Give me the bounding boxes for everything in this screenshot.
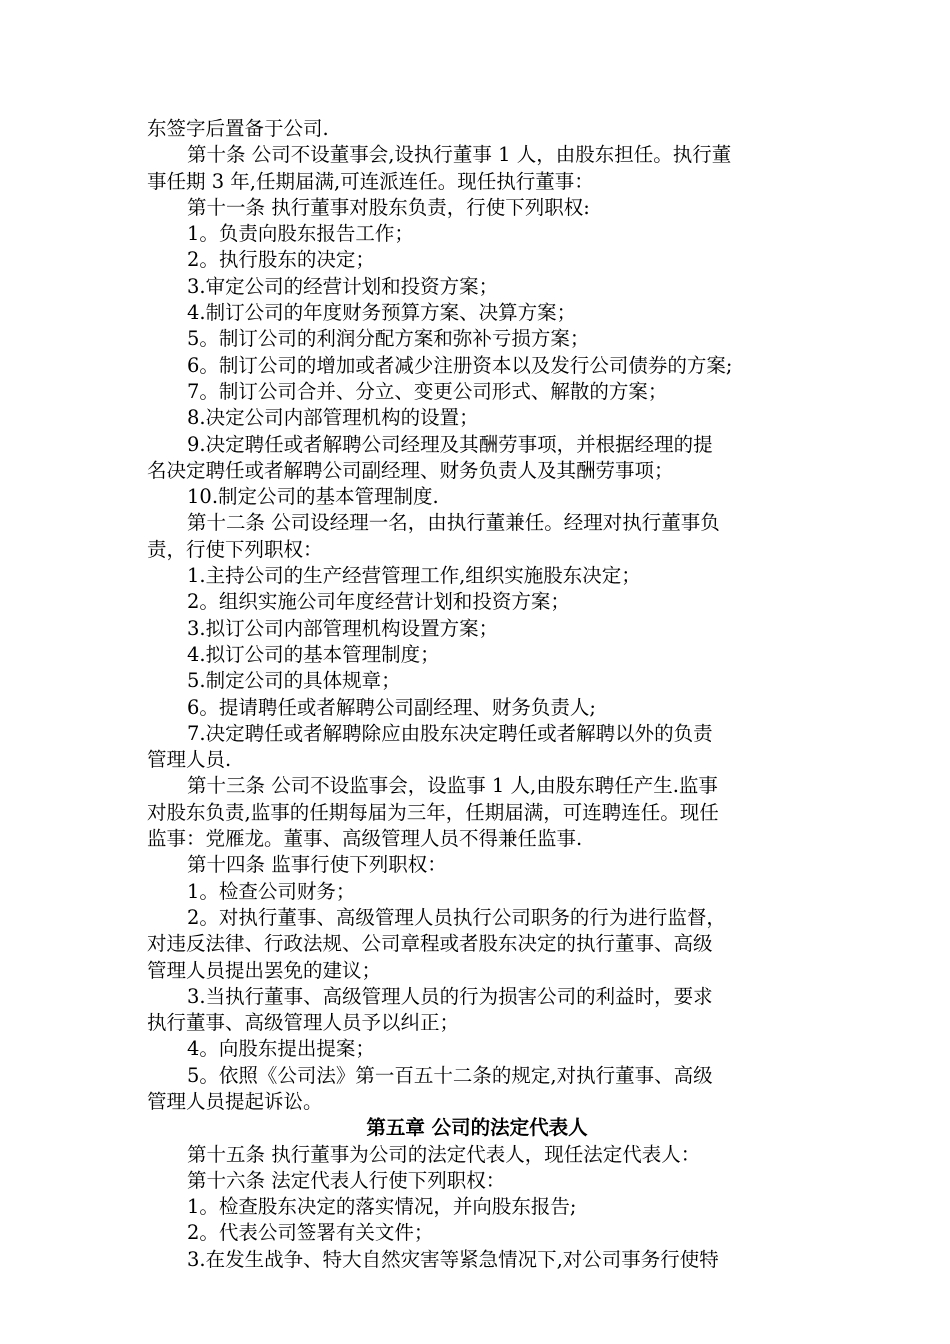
- text-line: 管理人员.: [147, 748, 232, 772]
- text-line: 责，行使下列职权：: [147, 537, 323, 561]
- text-line: 1.主持公司的生产经营管理工作,组织实施股东决定；: [187, 564, 641, 588]
- text-line: 4.制订公司的年度财务预算方案、决算方案；: [187, 301, 577, 325]
- text-line: 5。制订公司的利润分配方案和弥补亏损方案；: [187, 327, 590, 351]
- text-line: 东签字后置备于公司.: [147, 117, 329, 140]
- text-line: 6。制订公司的增加或者减少注册资本以及发行公司债券的方案;: [187, 353, 733, 377]
- text-line: 第十四条 监事行使下列职权：: [187, 853, 447, 877]
- text-line: 名决定聘任或者解聘公司副经理、财务负责人及其酬劳事项；: [147, 458, 674, 482]
- text-line: 第十五条 执行董事为公司的法定代表人，现任法定代表人：: [187, 1142, 701, 1166]
- text-line: 第十二条 公司设经理一名，由执行董兼任。经理对执行董事负: [187, 511, 720, 535]
- text-line: 管理人员提出罢免的建议；: [147, 958, 382, 982]
- text-line: 7.决定聘任或者解聘除应由股东决定聘任或者解聘以外的负责: [187, 721, 713, 745]
- text-line: 7。制订公司合并、分立、变更公司形式、解散的方案；: [187, 379, 668, 403]
- text-line: 第十条 公司不设董事会,设执行董事 1 人，由股东担任。执行董: [187, 143, 732, 167]
- text-line: 6。提请聘任或者解聘公司副经理、财务负责人;: [187, 695, 596, 719]
- text-line: 对股东负责,监事的任期每届为三年，任期届满，可连聘连任。现任: [147, 800, 719, 824]
- text-line: 第十三条 公司不设监事会，设监事 1 人,由股东聘任产生.监事: [187, 774, 718, 798]
- text-line: 2。执行股东的决定；: [187, 248, 375, 272]
- text-line: 4.拟订公司的基本管理制度；: [187, 642, 440, 666]
- text-line: 3.当执行董事、高级管理人员的行为损害公司的利益时，要求: [187, 984, 713, 1008]
- text-line: 8.决定公司内部管理机构的设置；: [187, 406, 479, 430]
- text-line: 2。代表公司签署有关文件；: [187, 1221, 434, 1245]
- text-line: 5。依照《公司法》第一百五十二条的规定,对执行董事、高级: [187, 1063, 713, 1087]
- text-line: 1。负责向股东报告工作；: [187, 222, 414, 246]
- text-line: 对违反法律、行政法规、公司章程或者股东决定的执行董事、高级: [147, 932, 713, 956]
- text-line: 3.在发生战争、特大自然灾害等紧急情况下,对公司事务行使特: [187, 1247, 719, 1271]
- text-line: 3.拟订公司内部管理机构设置方案；: [187, 616, 499, 640]
- chapter-heading: 第五章 公司的法定代表人: [366, 1116, 588, 1140]
- text-line: 事任期 3 年,任期届满,可连派连任。现任执行董事：: [147, 169, 594, 193]
- text-line: 2。对执行董事、高级管理人员执行公司职务的行为进行监督，: [187, 905, 726, 929]
- text-line: 9.决定聘任或者解聘公司经理及其酬劳事项，并根据经理的提: [187, 432, 713, 456]
- text-line: 5.制定公司的具体规章；: [187, 669, 401, 693]
- text-line: 1。检查股东决定的落实情况，并向股东报告;: [187, 1195, 577, 1219]
- text-line: 2。组织实施公司年度经营计划和投资方案；: [187, 590, 570, 614]
- text-line: 第十一条 执行董事对股东负责，行使下列职权:: [187, 195, 590, 219]
- text-line: 监事：党雁龙。董事、高级管理人员不得兼任监事.: [147, 827, 583, 851]
- text-line: 4。向股东提出提案；: [187, 1037, 375, 1061]
- text-line: 10.制定公司的基本管理制度.: [187, 485, 439, 509]
- document-body: [147, 116, 807, 1273]
- text-line: 3.审定公司的经营计划和投资方案；: [187, 274, 499, 298]
- text-line: 第十六条 法定代表人行使下列职权：: [187, 1168, 506, 1192]
- text-line: 1。检查公司财务；: [187, 879, 356, 903]
- text-line: 执行董事、高级管理人员予以纠正；: [147, 1011, 460, 1035]
- text-line: 管理人员提起诉讼。: [147, 1089, 323, 1113]
